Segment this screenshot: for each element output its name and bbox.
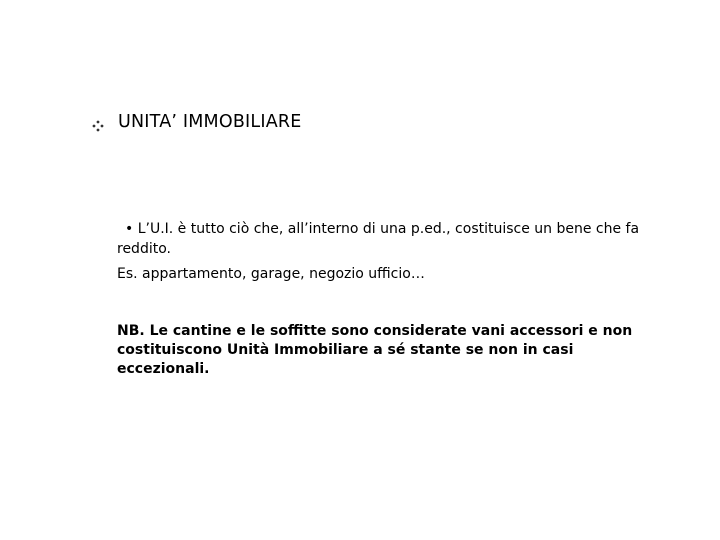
- diamond-dots-icon: [92, 120, 104, 132]
- heading-row: [92, 112, 302, 132]
- body-block: [117, 219, 647, 284]
- note-text: NB. Le cantine e le soffitte sono considerate vani accessori e non costituiscono Unità Immobiliare a sé stante se non in casi eccezionali.: [117, 323, 633, 377]
- slide-title: UNITA’ IMMOBILIARE: [118, 112, 302, 132]
- examples-text: Es. appartamento, garage, negozio ufficio…: [117, 266, 425, 282]
- definition-text: • L’U.I. è tutto ciò che, all’interno di una p.ed., costituisce un bene che fa reddito.: [117, 221, 640, 257]
